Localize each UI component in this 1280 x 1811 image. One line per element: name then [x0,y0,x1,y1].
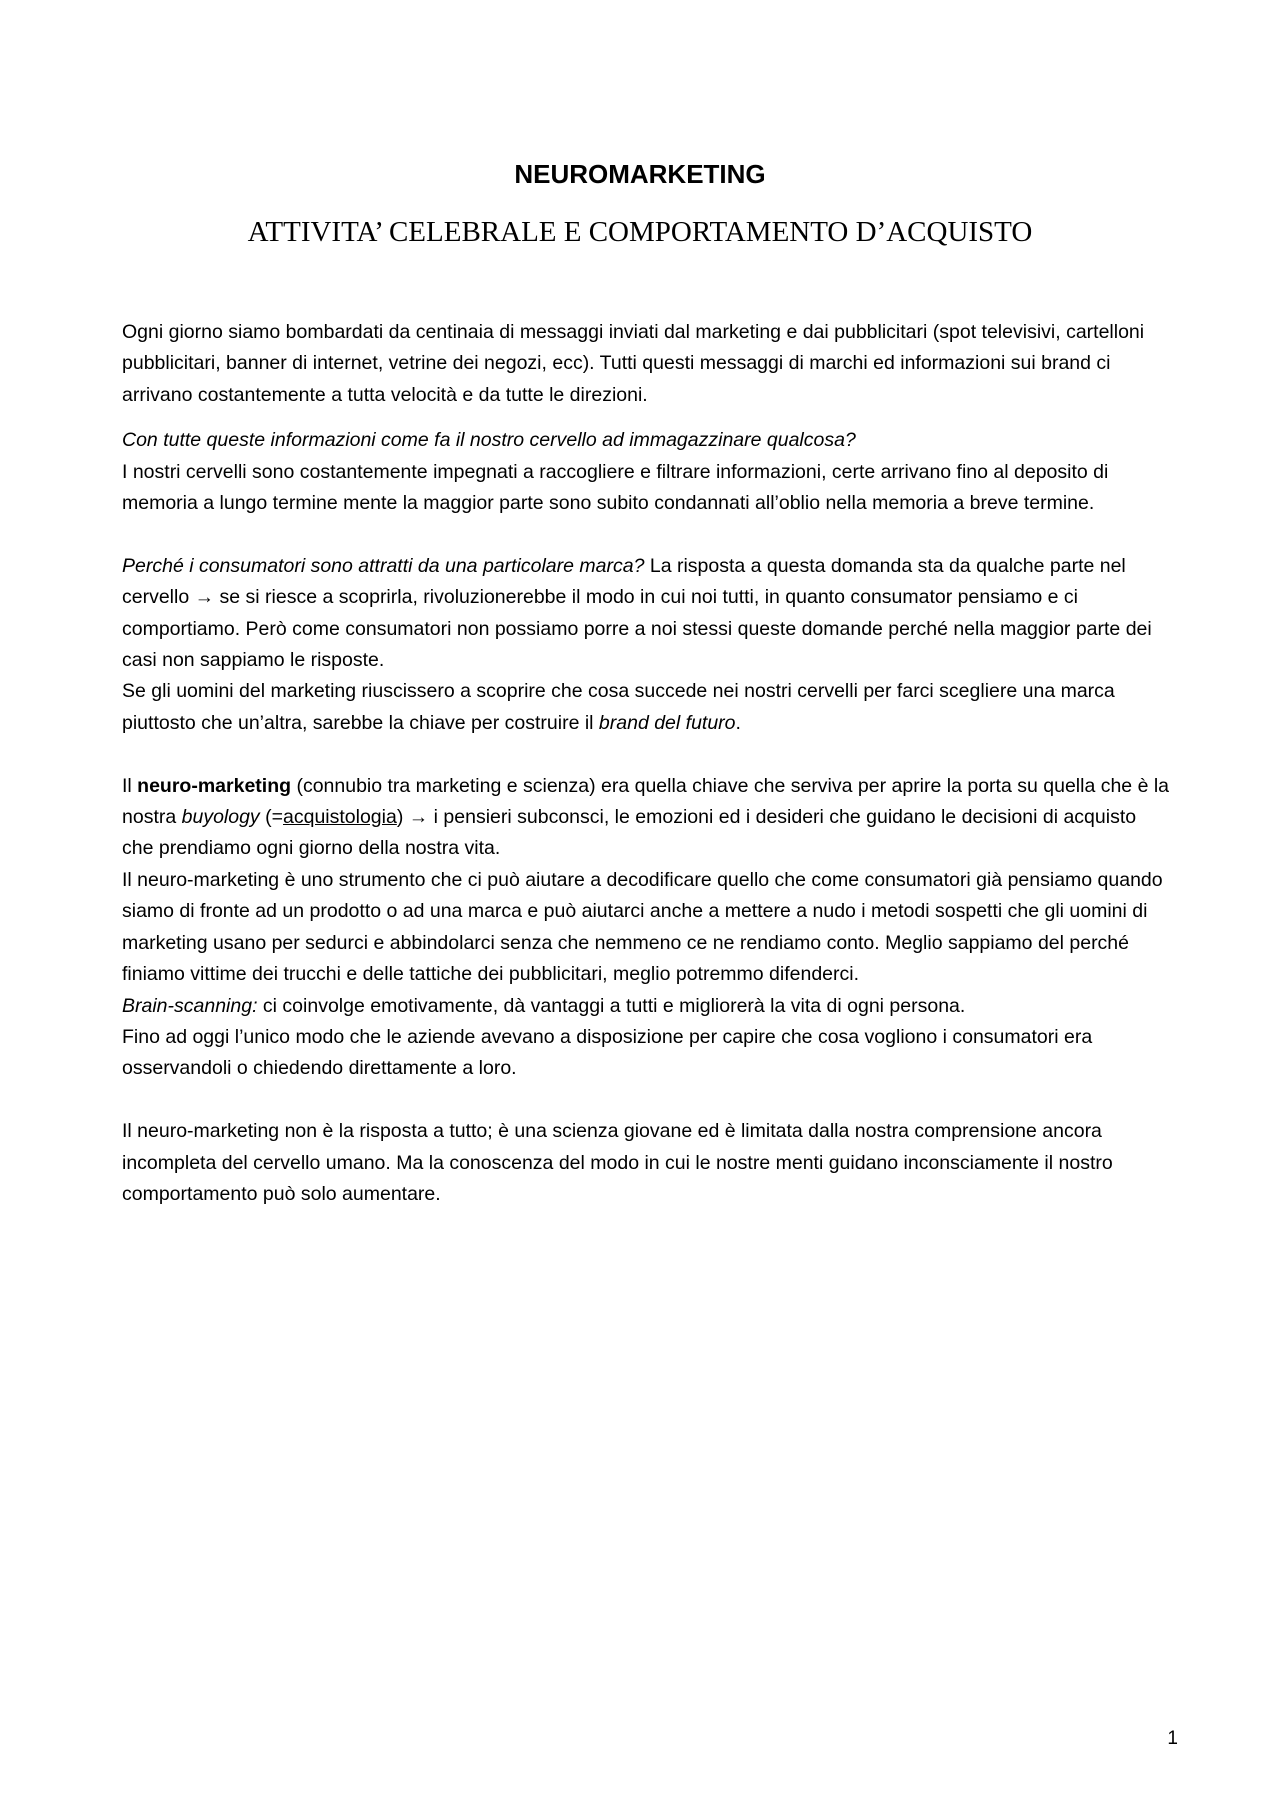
document-title: NEUROMARKETING [514,159,766,189]
neuro-t5: i pensieri subconsci, le emozioni ed i desideri che guidano le decisioni di acquisto che prendiamo ogni giorno della nostra vita. [122,806,1137,860]
paragraph-spacer [122,411,1172,425]
arrow-right-icon: → [408,806,429,829]
paragraph-spacer [122,519,1172,550]
brand-future: brand del futuro [598,711,736,734]
paragraph-brand [122,551,1172,739]
brand-text-b: se si riesce a scoprirla, rivoluzionerebbe il modo in cui noi tutti, in quanto consumator pensiamo e ci comportiamo. Però come consumatori non possiamo porre a noi stessi queste domande perché nella maggior parte dei casi non sappiamo le risposte. [122,586,1152,672]
neuro-t3: (= [259,806,283,829]
paragraph-conclusion: Il neuro-marketing non è la risposta a tutto; è una scienza giovane ed è limitata dalla nostra comprensione ancora incompleta del cervello umano. Ma la conoscenza del modo in cui le nostre menti guidano inconsciamente il nostro comportamento può solo aumentare. [122,1120,1113,1205]
neuro-tool-text: Il neuro-marketing è uno strumento che ci può aiutare a decodificare quello che come consumatori già pensiamo quando siamo di fronte ad un prodotto o ad una marca e può aiutarci anche a mettere a nudo i metodi sospetti che gli uomini di marketing usano per sedurci e abbindolarci senza che nemmeno ce ne rendiamo conto. Meglio sappiamo del perché finiamo vittime dei trucchi e delle tattiche dei pubblicitari, meglio potremmo difenderci. [122,868,1163,986]
buyology-term: buyology [181,806,260,829]
paragraph-intro: Ogni giorno siamo bombardati da centinaia di messaggi inviati dal marketing e dai pubblicitari (spot televisivi, cartelloni pubblicitari, banner di internet, vetrine dei negozi, ecc). Tutti questi messaggi di marchi ed informazioni sui brand ci arrivano costantemente a tutta velocità e da tutte le direzioni. [122,321,1145,406]
neuro-t2: (connubio tra marketing e scienza) era quella chiave che serviva per aprire la porta su quella che è la nostra [122,774,1170,829]
page-number: 1 [1167,1728,1178,1749]
brand-text-end: . [735,711,741,734]
neuro-t4: ) [396,806,409,829]
brand-text-c: Se gli uomini del marketing riuscissero a scoprire che cosa succede nei nostri cervelli per farci scegliere una marca piuttosto che un’altra, sarebbe la chiave per costruire il [122,680,1115,734]
paragraph-neuromarketing [122,771,1172,1085]
neuro-t1: Il [122,774,138,797]
neuro-past-text: Fino ad oggi l’unico modo che le aziende avevano a disposizione per capire che cosa vogliono i consumatori era osservandoli o chiedendo direttamente a loro. [122,1025,1093,1080]
paragraph-spacer [122,1085,1172,1116]
arrow-right-icon: → [194,586,215,609]
document-body [122,317,1172,1210]
brand-text-a: La risposta a questa domanda sta da qualche parte nel cervello [122,554,1126,609]
paragraph-spacer [122,739,1172,770]
memory-text: I nostri cervelli sono costantemente impegnati a raccogliere e filtrare informazioni, certe arrivano fino al deposito di memoria a lungo termine mente la maggior parte sono subito condannati all’oblio nella memoria a breve termine. [122,460,1109,515]
neuro-term: neuro-marketing [137,774,292,797]
question-brand: Perché i consumatori sono attratti da una particolare marca? [122,554,645,577]
acquistologia-term: acquistologia [283,806,397,829]
brain-scanning-label: Brain-scanning: [122,994,258,1017]
question-memory: Con tutte queste informazioni come fa il nostro cervello ad immagazzinare qualcosa? [122,429,856,452]
brain-scanning-text: ci coinvolge emotivamente, dà vantaggi a tutti e migliorerà la vita di ogni persona. [257,994,966,1017]
document-subtitle: ATTIVITA’ CELEBRALE E COMPORTAMENTO D’ACQUISTO [247,216,1033,248]
paragraph-memory [122,425,1172,519]
